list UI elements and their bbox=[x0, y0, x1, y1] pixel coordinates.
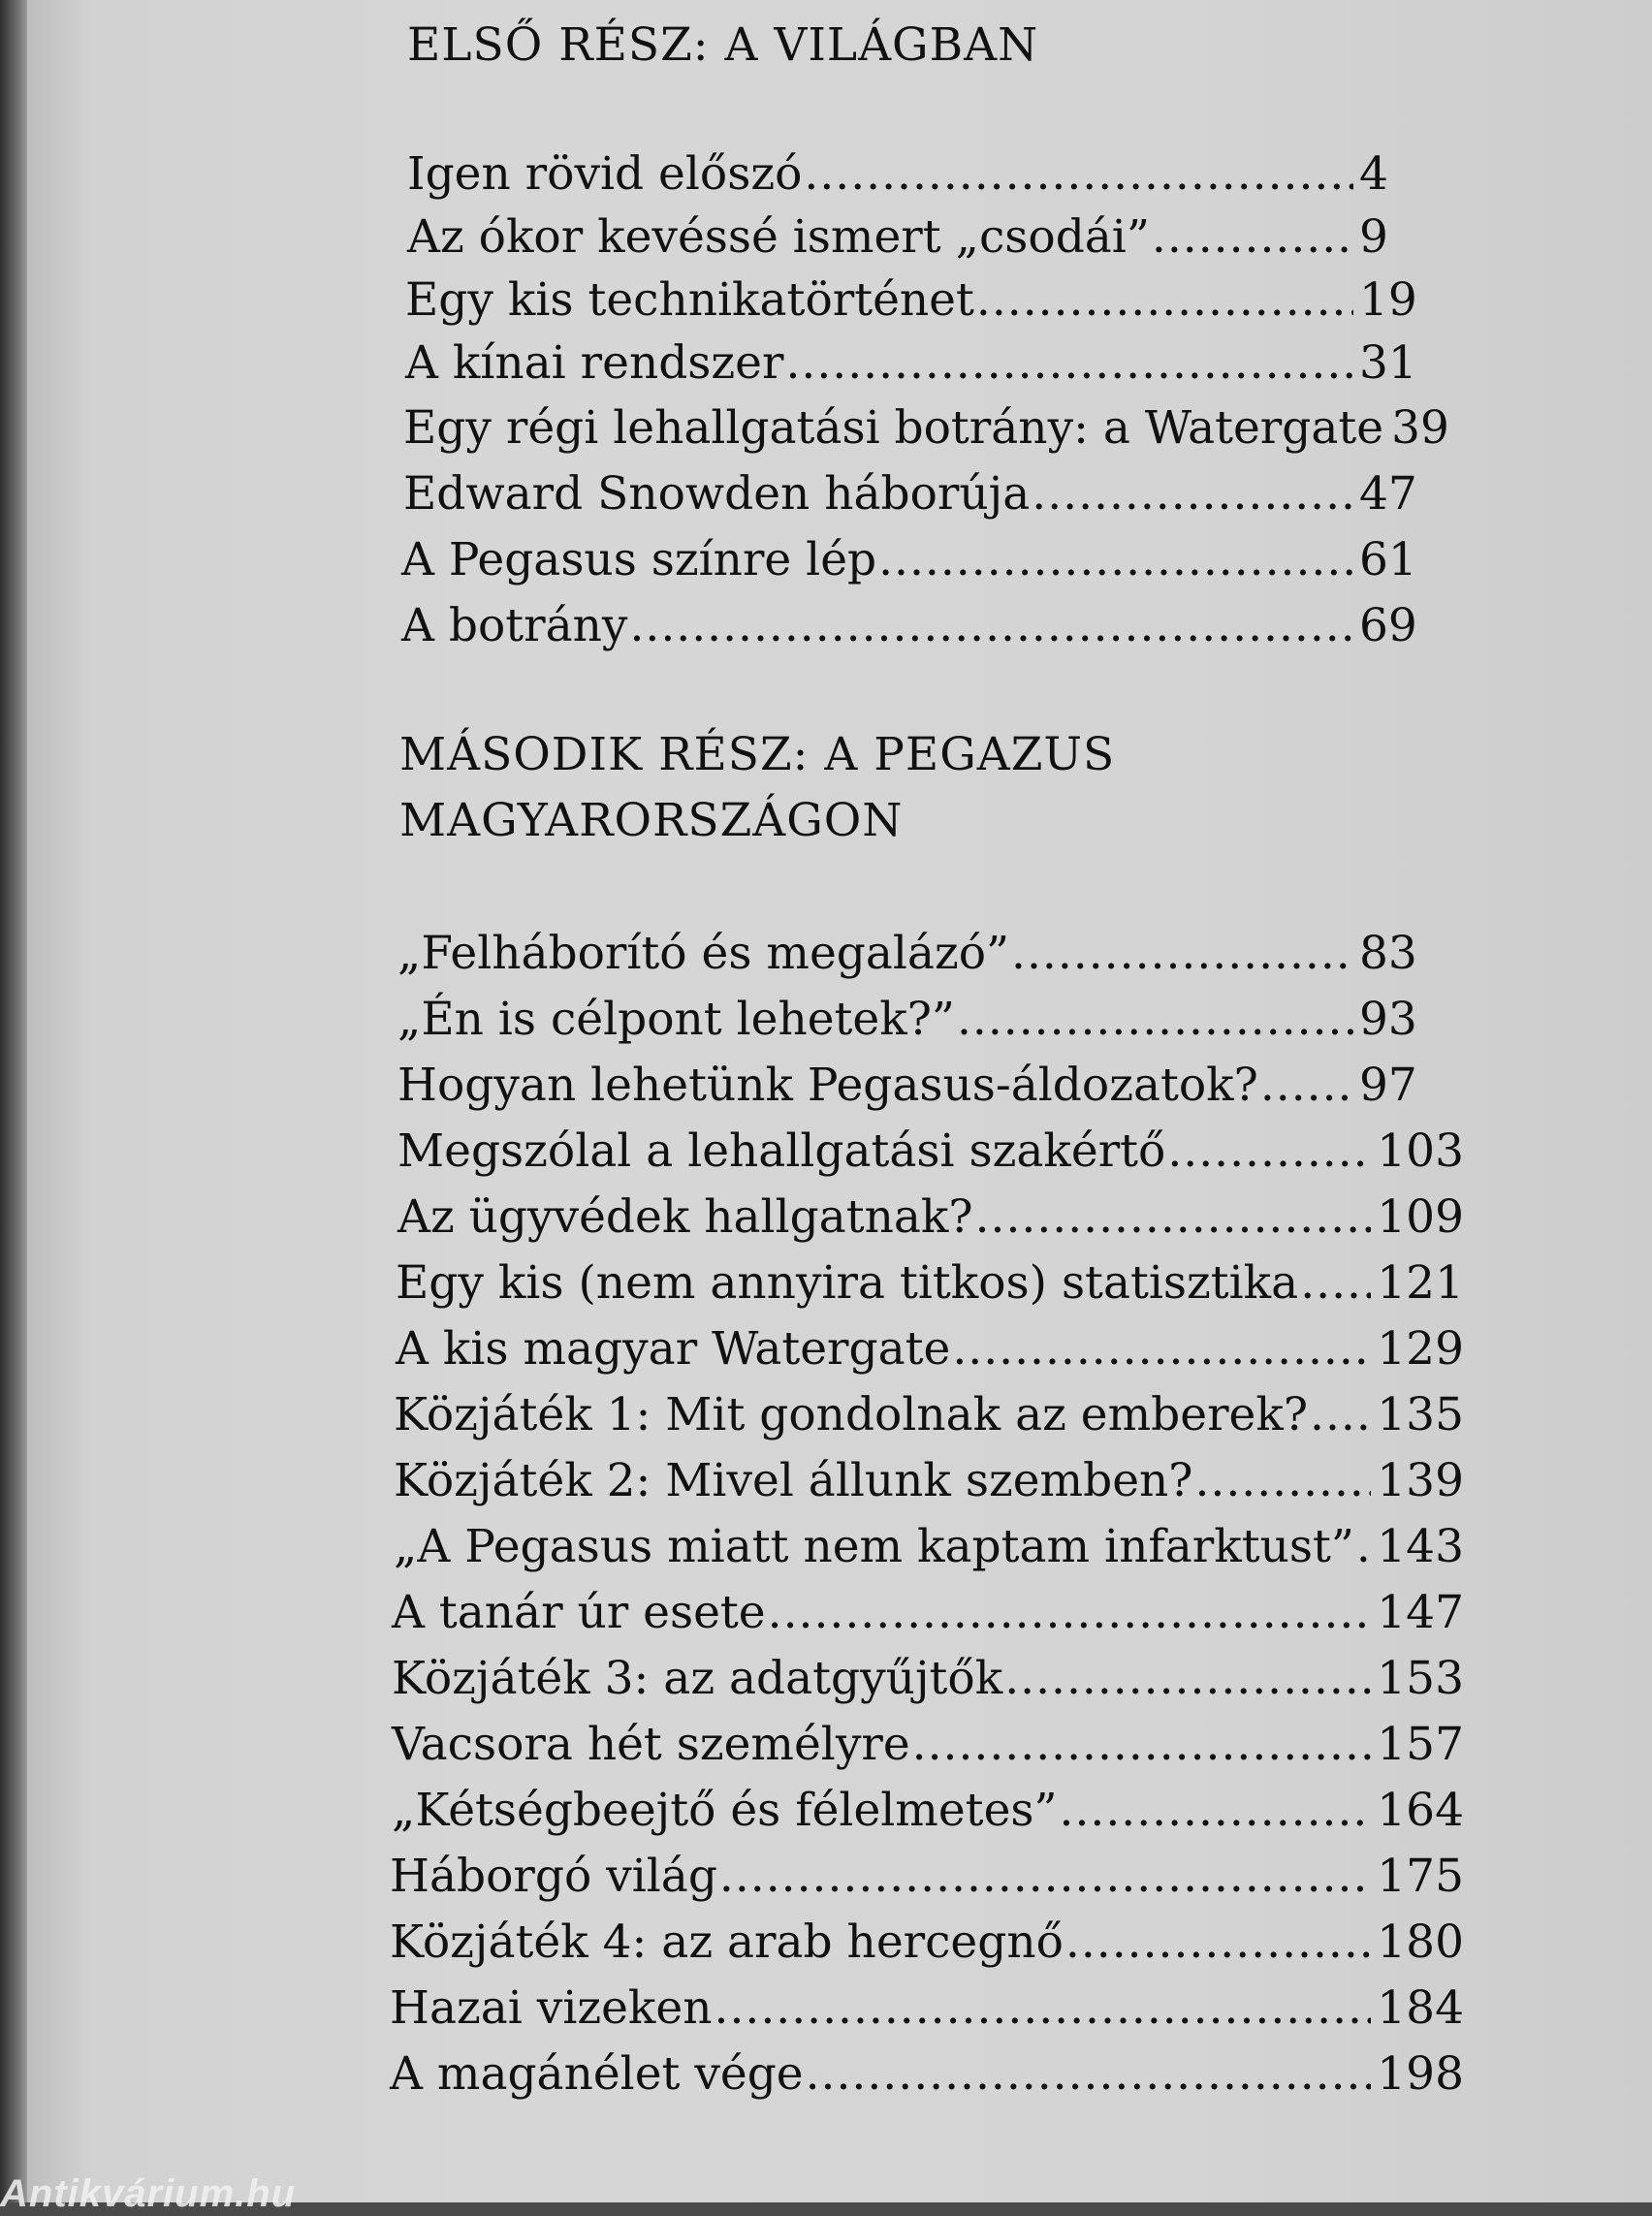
part2-title-line2: MAGYARORSZÁGON bbox=[399, 794, 904, 847]
entry-page: 184 bbox=[1377, 1981, 1464, 2035]
leader-dots bbox=[952, 1320, 1371, 1378]
entry-page: 61 bbox=[1359, 533, 1417, 586]
entry-page: 97 bbox=[1359, 1059, 1417, 1112]
toc-entry bbox=[390, 1979, 1464, 2038]
leader-dots bbox=[785, 334, 1353, 393]
entry-title: Igen rövid előszó bbox=[407, 147, 803, 201]
leader-dots bbox=[804, 145, 1353, 204]
leader-dots bbox=[1356, 1518, 1371, 1576]
toc-entry bbox=[390, 1914, 1464, 1972]
entry-title: „Én is célpont lehetek?” bbox=[397, 993, 955, 1046]
toc-entry bbox=[397, 991, 1437, 1049]
watermark: Antikvárium.hu bbox=[0, 2172, 297, 2215]
entry-title: Az ókor kevéssé ismert „csodái” bbox=[407, 210, 1150, 264]
entry-page: 129 bbox=[1377, 1322, 1464, 1376]
entry-page: 4 bbox=[1359, 147, 1388, 201]
toc-entry bbox=[403, 399, 1449, 458]
toc-entry bbox=[397, 925, 1437, 983]
entry-title: Közjáték 3: az adatgyűjtők bbox=[392, 1652, 1003, 1705]
toc-entry bbox=[394, 1518, 1464, 1576]
entry-title: Egy régi lehallgatási botrány: a Watergate bbox=[403, 401, 1384, 455]
leader-dots bbox=[1300, 1254, 1371, 1313]
entry-page: 143 bbox=[1377, 1520, 1464, 1573]
toc-entry bbox=[401, 597, 1437, 655]
entry-title: Közjáték 2: Mivel állunk szemben? bbox=[394, 1454, 1193, 1507]
leader-dots bbox=[1310, 1386, 1371, 1444]
toc-entry bbox=[394, 1386, 1464, 1444]
toc-entry bbox=[392, 1584, 1464, 1642]
leader-dots bbox=[1167, 1123, 1371, 1181]
entry-page: 83 bbox=[1359, 927, 1417, 980]
book-spine-shadow bbox=[0, 0, 27, 2202]
entry-title: A kínai rendszer bbox=[405, 336, 784, 390]
entry-title: Megszólal a lehallgatási szakértő bbox=[397, 1124, 1166, 1178]
toc-entry bbox=[401, 531, 1437, 589]
entry-page: 93 bbox=[1359, 993, 1417, 1046]
leader-dots bbox=[1004, 1650, 1371, 1708]
toc-entry bbox=[403, 465, 1437, 523]
toc-entry bbox=[394, 1452, 1464, 1510]
entry-title: A botrány bbox=[401, 599, 628, 652]
book-page bbox=[27, 0, 1652, 2202]
entry-page: 157 bbox=[1377, 1718, 1464, 1771]
entry-page: 9 bbox=[1359, 210, 1388, 264]
leader-dots bbox=[878, 531, 1353, 589]
toc-entry bbox=[397, 1188, 1464, 1247]
entry-title: A magánélet vége bbox=[390, 2047, 804, 2101]
leader-dots bbox=[1260, 1057, 1353, 1115]
entry-title: „A Pegasus miatt nem kaptam infarktust” bbox=[394, 1520, 1354, 1573]
entry-title: Az ügyvédek hallgatnak? bbox=[397, 1190, 973, 1244]
entry-page: 135 bbox=[1377, 1388, 1464, 1441]
toc-entry bbox=[407, 208, 1437, 267]
entry-page: 19 bbox=[1359, 273, 1417, 327]
leader-dots bbox=[1032, 465, 1353, 523]
leader-dots bbox=[768, 1584, 1372, 1642]
entry-page: 39 bbox=[1391, 401, 1449, 455]
leader-dots bbox=[715, 1979, 1372, 2038]
entry-page: 180 bbox=[1377, 1915, 1464, 1969]
entry-page: 153 bbox=[1377, 1652, 1464, 1705]
entry-page: 31 bbox=[1359, 336, 1417, 390]
toc-entry bbox=[397, 1057, 1437, 1115]
entry-page: 175 bbox=[1377, 1850, 1464, 1903]
entry-page: 47 bbox=[1359, 467, 1417, 521]
entry-title: Vacsora hét személyre bbox=[392, 1718, 910, 1771]
toc-entry bbox=[390, 1848, 1464, 1906]
entry-title: Edward Snowden háborúja bbox=[403, 467, 1031, 521]
entry-title: Hogyan lehetünk Pegasus-áldozatok? bbox=[397, 1059, 1258, 1112]
leader-dots bbox=[1060, 1782, 1372, 1840]
entry-title: „Felháborító és megalázó” bbox=[397, 927, 1010, 980]
entry-page: 147 bbox=[1377, 1586, 1464, 1639]
toc-entry bbox=[405, 334, 1437, 393]
entry-page: 139 bbox=[1377, 1454, 1464, 1507]
toc-entry bbox=[405, 271, 1437, 330]
entry-page: 164 bbox=[1377, 1784, 1464, 1837]
toc-entry bbox=[396, 1254, 1464, 1313]
entry-page: 198 bbox=[1377, 2047, 1464, 2101]
leader-dots bbox=[975, 1188, 1372, 1247]
toc-entry bbox=[392, 1650, 1464, 1708]
entry-title: Közjáték 4: az arab hercegnő bbox=[390, 1915, 1064, 1969]
entry-page: 109 bbox=[1377, 1190, 1464, 1244]
part1-title: ELSŐ RÉSZ: A VILÁGBAN bbox=[407, 18, 1039, 72]
entry-title: A Pegasus színre lép bbox=[401, 533, 877, 586]
toc-entry bbox=[396, 1320, 1464, 1378]
entry-page: 121 bbox=[1377, 1256, 1464, 1310]
entry-title: Egy kis technikatörténet bbox=[405, 273, 974, 327]
entry-page: 69 bbox=[1359, 599, 1417, 652]
entry-title: Hazai vizeken bbox=[390, 1981, 713, 2035]
entry-page: 103 bbox=[1377, 1124, 1464, 1178]
entry-title: A kis magyar Watergate bbox=[396, 1322, 951, 1376]
entry-title: Háborgó világ bbox=[390, 1850, 717, 1903]
leader-dots bbox=[1011, 925, 1353, 983]
toc-entry bbox=[392, 1716, 1464, 1774]
leader-dots bbox=[957, 991, 1353, 1049]
entry-title: „Kétségbeejtő és félelmetes” bbox=[392, 1784, 1058, 1837]
leader-dots bbox=[1152, 208, 1353, 267]
entry-title: Egy kis (nem annyira titkos) statisztika bbox=[396, 1256, 1299, 1310]
leader-dots bbox=[912, 1716, 1372, 1774]
toc-entry bbox=[390, 2045, 1464, 2104]
toc-entry bbox=[392, 1782, 1464, 1840]
leader-dots bbox=[1065, 1914, 1371, 1972]
entry-title: Közjáték 1: Mit gondolnak az emberek? bbox=[394, 1388, 1309, 1441]
entry-title: A tanár úr esete bbox=[392, 1586, 766, 1639]
leader-dots bbox=[976, 271, 1353, 330]
leader-dots bbox=[719, 1848, 1371, 1906]
part2-title-line1: MÁSODIK RÉSZ: A PEGAZUS bbox=[399, 728, 1116, 781]
toc-entry bbox=[407, 145, 1437, 204]
leader-dots bbox=[1194, 1452, 1371, 1510]
toc-entry bbox=[397, 1123, 1464, 1181]
leader-dots bbox=[806, 2045, 1372, 2104]
leader-dots bbox=[629, 597, 1353, 655]
